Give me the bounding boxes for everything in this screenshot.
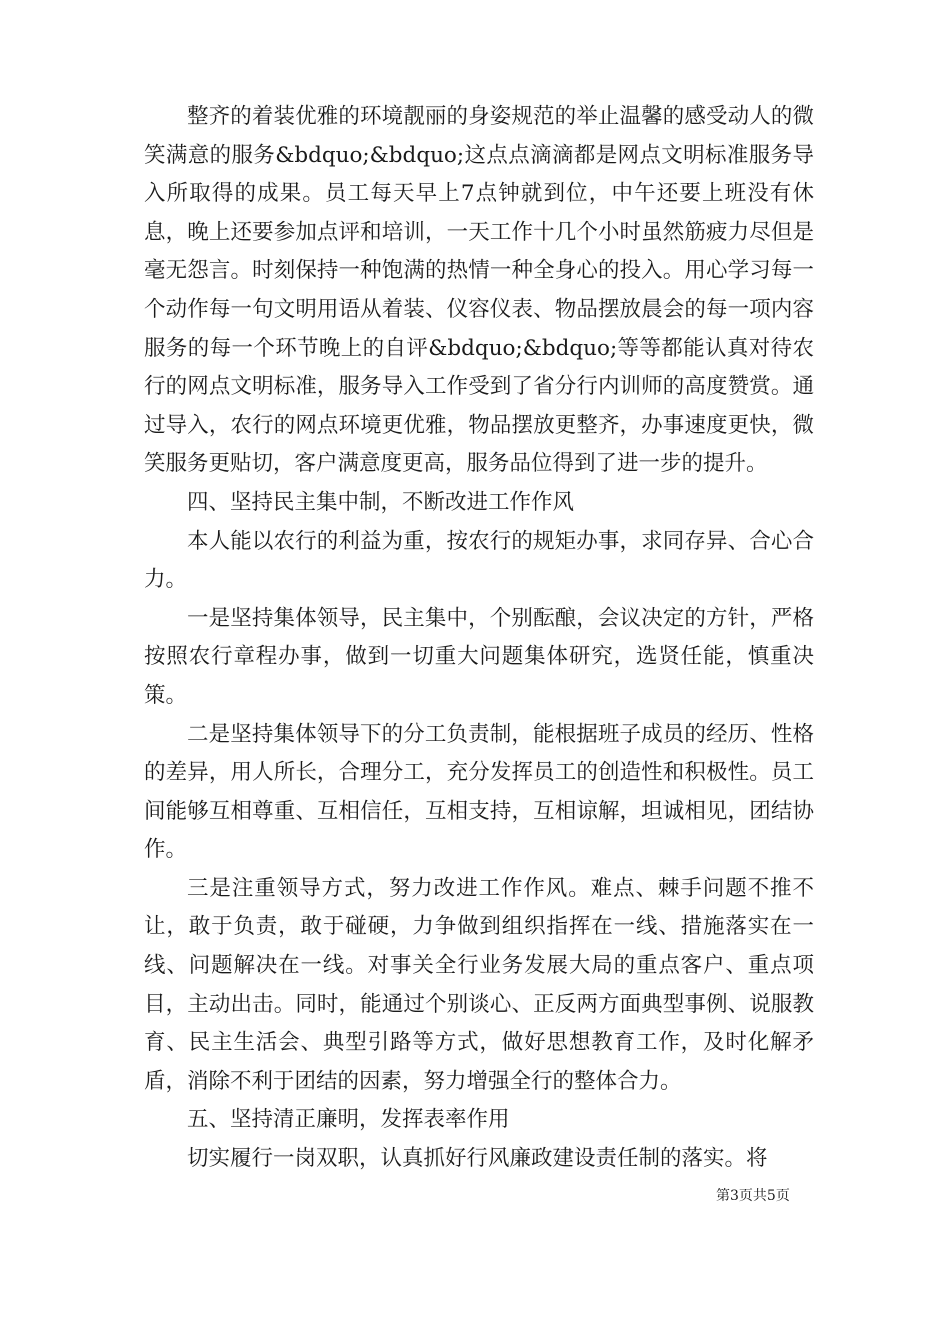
- paragraph-leadership-style: 三是注重领导方式，努力改进工作作风。难点、棘手问题不推不让，敢于负责，敢于碰硬，力争做到组织指挥在一线、措施落实在一线、问题解决在一线。对事关全行业务发展大局的重点客户、重点项目，主动出击。同时，能通过个别谈心、正反两方面典型事例、说服教育、民主生活会、典型引路等方式，做好思想教育工作，及时化解矛盾，消除不利于团结的因素，努力增强全行的整体合力。: [144, 875, 814, 1094]
- paragraph-division-of-labor: 二是坚持集体领导下的分工负责制，能根据班子成员的经历、性格的差异，用人所长，合理分工，充分发挥员工的创造性和积极性。员工间能够互相尊重、互相信任，互相支持，互相谅解，坦诚相见，团结协作。: [144, 721, 814, 863]
- page-number-footer: 第3页共5页: [716, 1188, 790, 1204]
- paragraph-dual-duty: 切实履行一岗双职，认真抓好行风廉政建设责任制的落实。将: [187, 1146, 768, 1172]
- heading-section-four: 四、坚持民主集中制，不断改进工作作风: [187, 489, 575, 515]
- paragraph-bank-interest: 本人能以农行的利益为重，按农行的规矩办事，求同存异、合心合力。: [144, 528, 814, 593]
- heading-section-five: 五、坚持清正廉明，发挥表率作用: [187, 1107, 510, 1133]
- paragraph-service-results: 整齐的着装优雅的环境靓丽的身姿规范的举止温馨的感受动人的微笑满意的服务&bdquo;&bdquo;这点点滴滴都是网点文明标准服务导入所取得的成果。员工每天早上7点钟就到位，中午还要上班没有休息，晚上还要参加点评和培训，一天工作十几个小时虽然筋疲力尽但是毫无怨言。时刻保持一种饱满的热情一种全身心的投入。用心学习每一个动作每一句文明用语从着装、仪容仪表、物品摆放晨会的每一项内容服务的每一个环节晚上的自评&bdquo;&bdquo;等等都能认真对待农行的网点文明标准，服务导入工作受到了省分行内训师的高度赞赏。通过导入，农行的网点环境更优雅，物品摆放更整齐，办事速度更快，微笑服务更贴切，客户满意度更高，服务品位得到了进一步的提升。: [144, 104, 814, 477]
- paragraph-collective-leadership: 一是坚持集体领导，民主集中，个别酝酿，会议决定的方针，严格按照农行章程办事，做到一切重大问题集体研究，选贤任能，慎重决策。: [144, 605, 814, 708]
- document-body: [144, 98, 814, 1179]
